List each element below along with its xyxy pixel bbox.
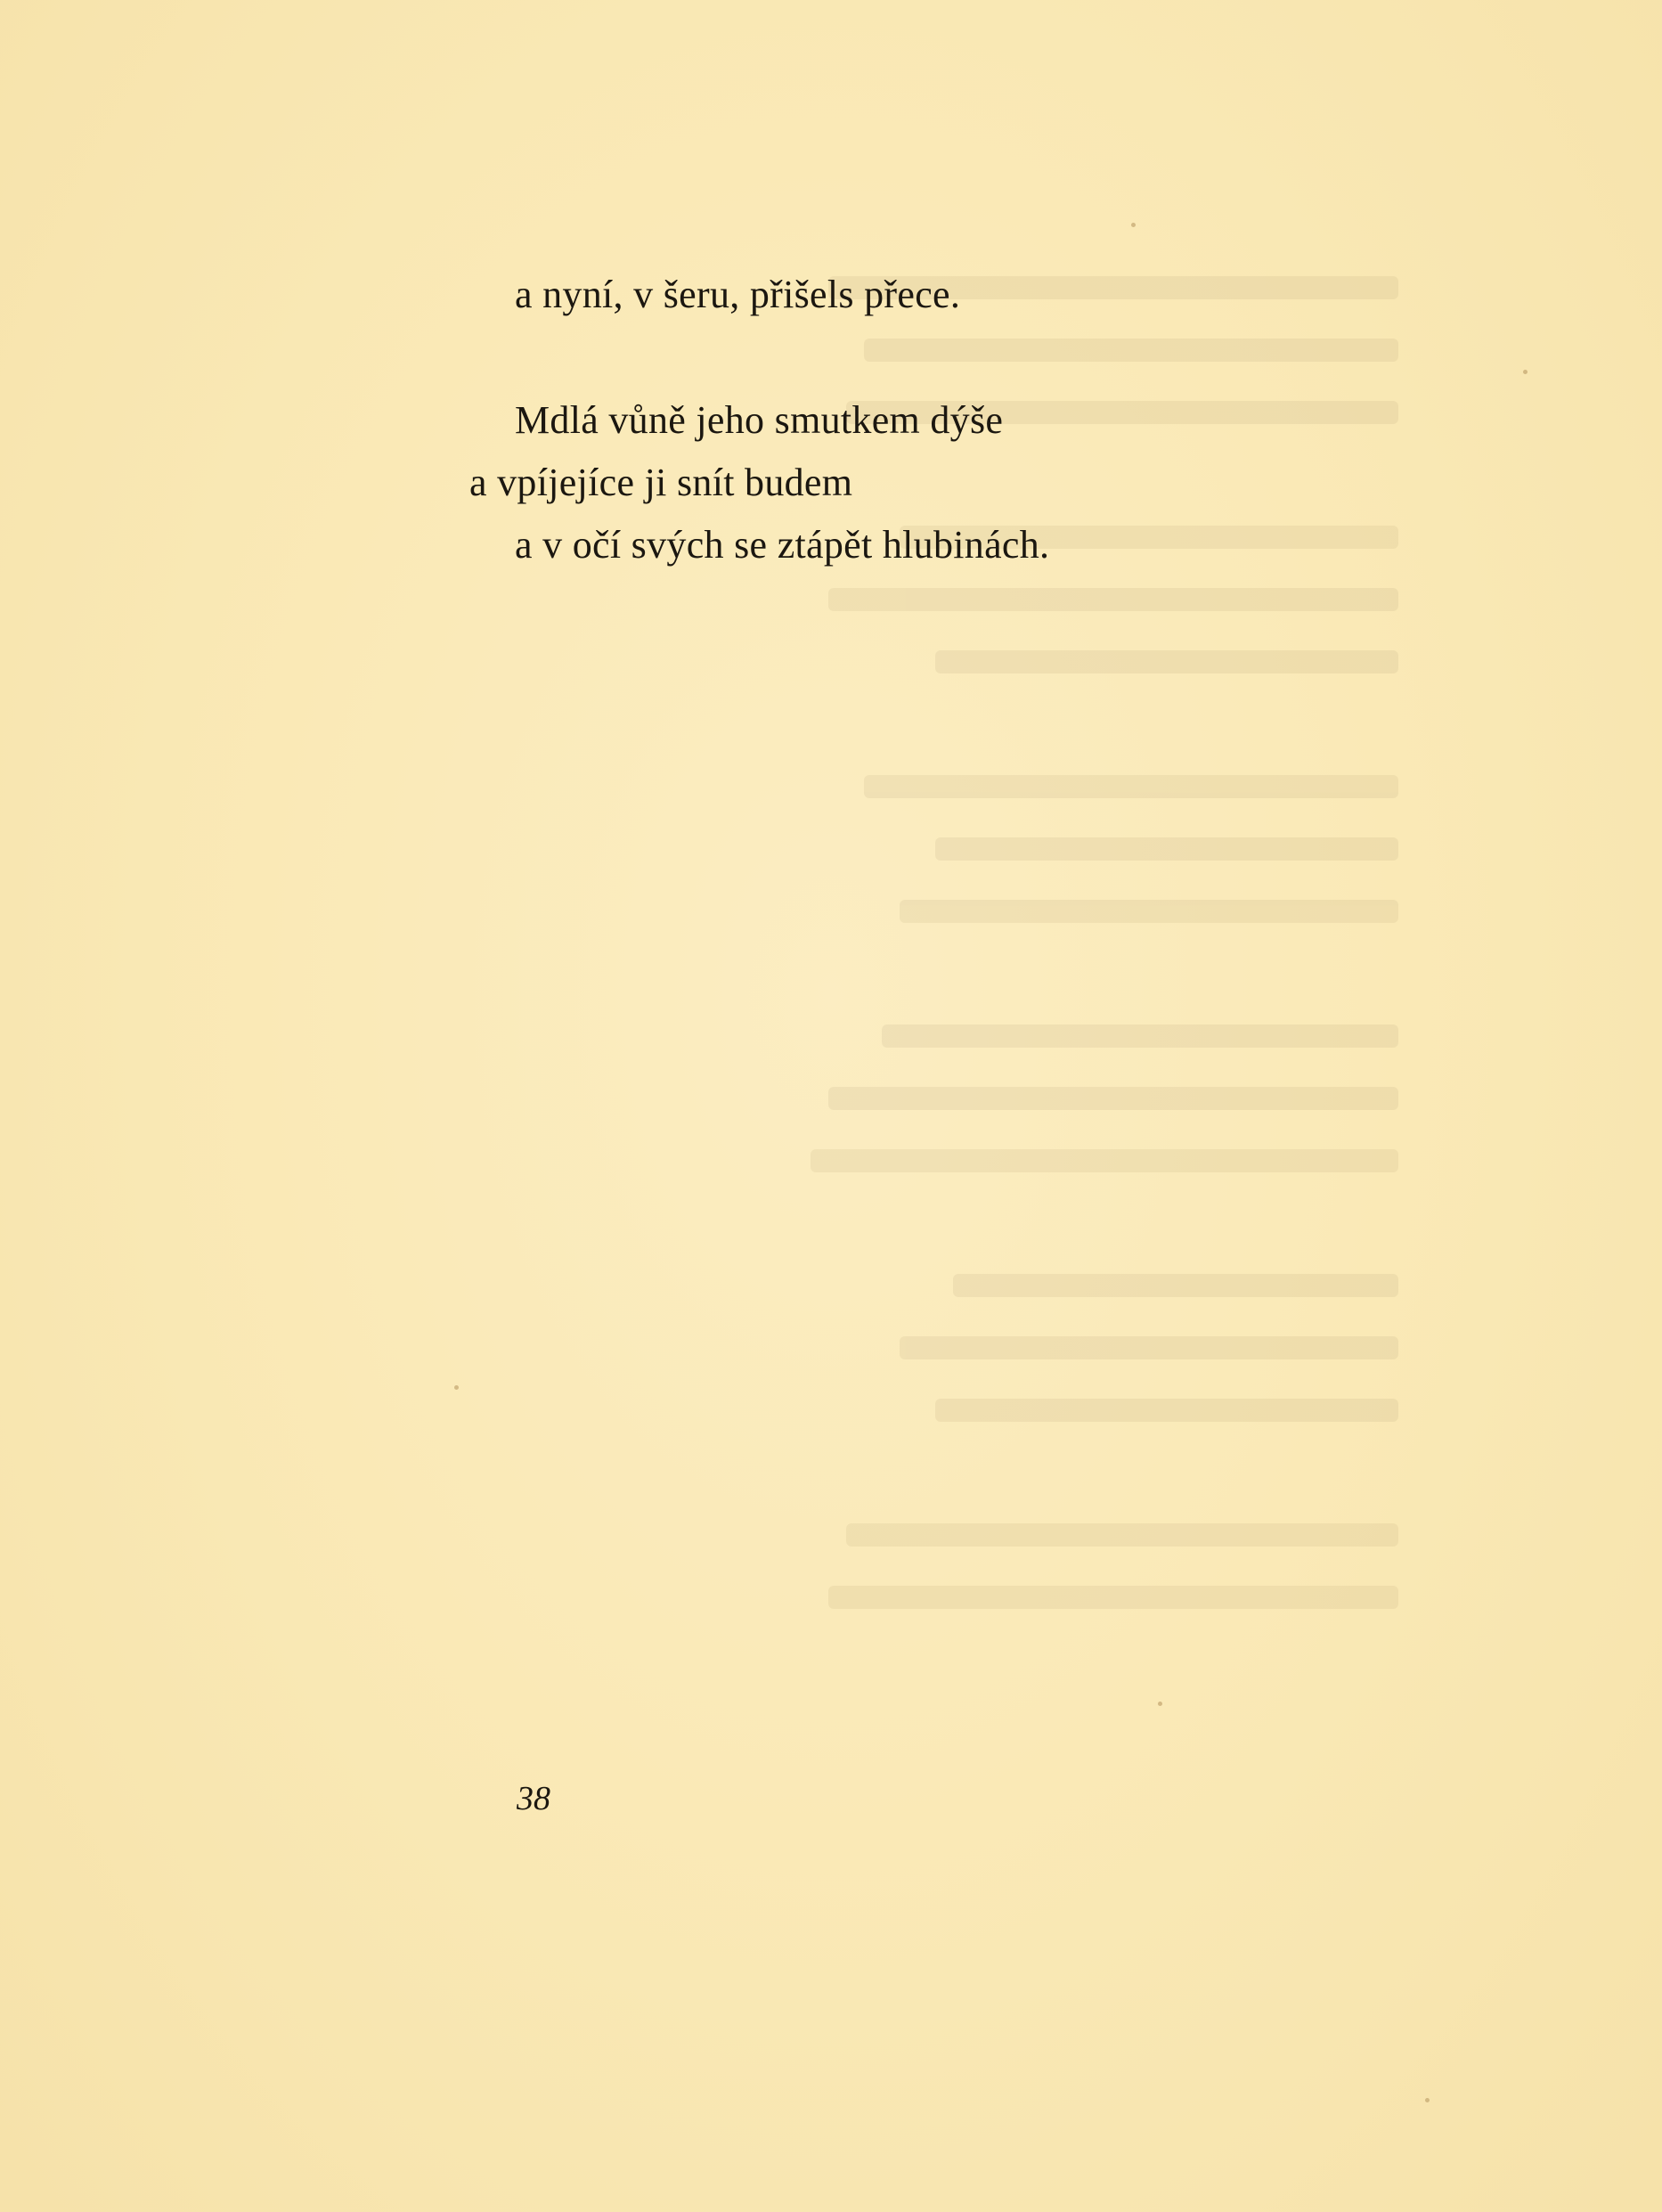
poem-line-3: a vpíjejíce ji snít budem	[469, 461, 853, 504]
page-number: 38	[517, 1780, 550, 1817]
poem-line-1: a nyní, v šeru, přišels přece.	[515, 273, 961, 316]
poem-line-4: a v očí svých se ztápět hlubinách.	[515, 523, 1050, 567]
poem-line-2: Mdlá vůně jeho smutkem dýše	[515, 398, 1004, 442]
